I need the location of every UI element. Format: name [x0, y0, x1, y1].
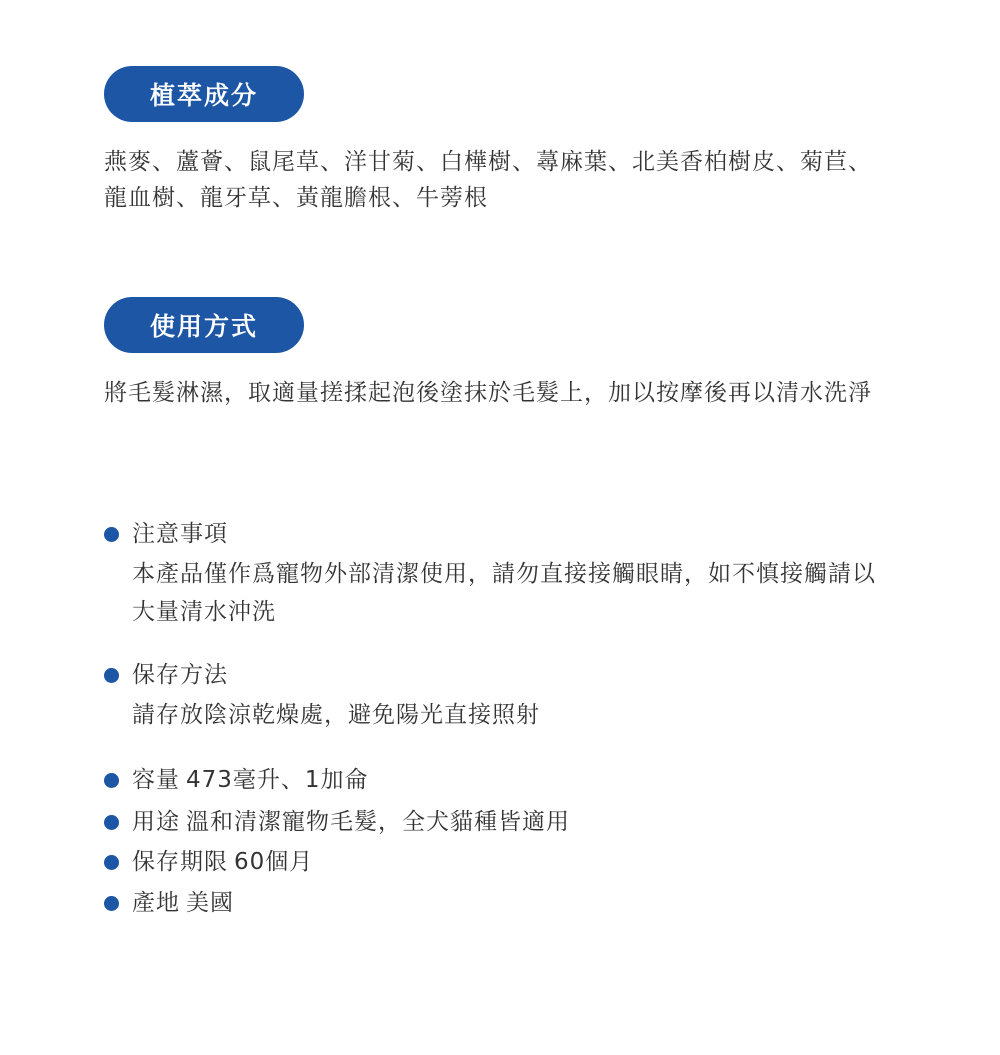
spec-row-origin	[104, 885, 234, 921]
note-storage-title-row	[104, 657, 228, 693]
bullet-dot-icon	[104, 527, 119, 542]
note-caution-title-row	[104, 516, 228, 552]
note-title: 注意事項	[132, 521, 228, 547]
spec-row-usage	[104, 804, 570, 840]
bullet-dot-icon	[104, 668, 119, 683]
ingredients-heading-pill	[104, 66, 304, 122]
usage-heading: 使用方式	[149, 312, 258, 341]
spec-row-shelf-life	[104, 844, 313, 880]
spec-label: 產地	[132, 890, 180, 916]
usage-heading-pill	[104, 297, 304, 353]
usage-text: 將毛髮淋濕，取適量搓揉起泡後塗抹於毛髮上，加以按摩後再以清水洗淨	[104, 380, 872, 406]
spec-row-volume	[104, 762, 369, 798]
ingredients-heading: 植萃成分	[149, 81, 258, 110]
spec-label: 保存期限	[132, 849, 228, 875]
bullet-dot-icon	[104, 896, 119, 911]
bullet-dot-icon	[104, 815, 119, 830]
spec-value: 473毫升、1加侖	[186, 767, 369, 793]
spec-label: 容量	[132, 767, 180, 793]
note-caution-body: 本產品僅作爲寵物外部清潔使用，請勿直接接觸眼睛，如不慎接觸請以大量清水沖洗	[132, 561, 876, 625]
spec-value: 60個月	[234, 849, 314, 875]
spec-value: 溫和清潔寵物毛髮，全犬貓種皆適用	[186, 809, 570, 835]
spec-value: 美國	[186, 890, 234, 916]
ingredients-text: 燕麥、蘆薈、鼠尾草、洋甘菊、白樺樹、蕁麻葉、北美香柏樹皮、菊苣、龍血樹、龍牙草、黃龍膽根、牛蒡根	[104, 149, 872, 211]
bullet-dot-icon	[104, 773, 119, 788]
note-storage-body: 請存放陰涼乾燥處，避免陽光直接照射	[132, 702, 540, 728]
spec-label: 用途	[132, 809, 180, 835]
note-title: 保存方法	[132, 662, 228, 688]
bullet-dot-icon	[104, 855, 119, 870]
